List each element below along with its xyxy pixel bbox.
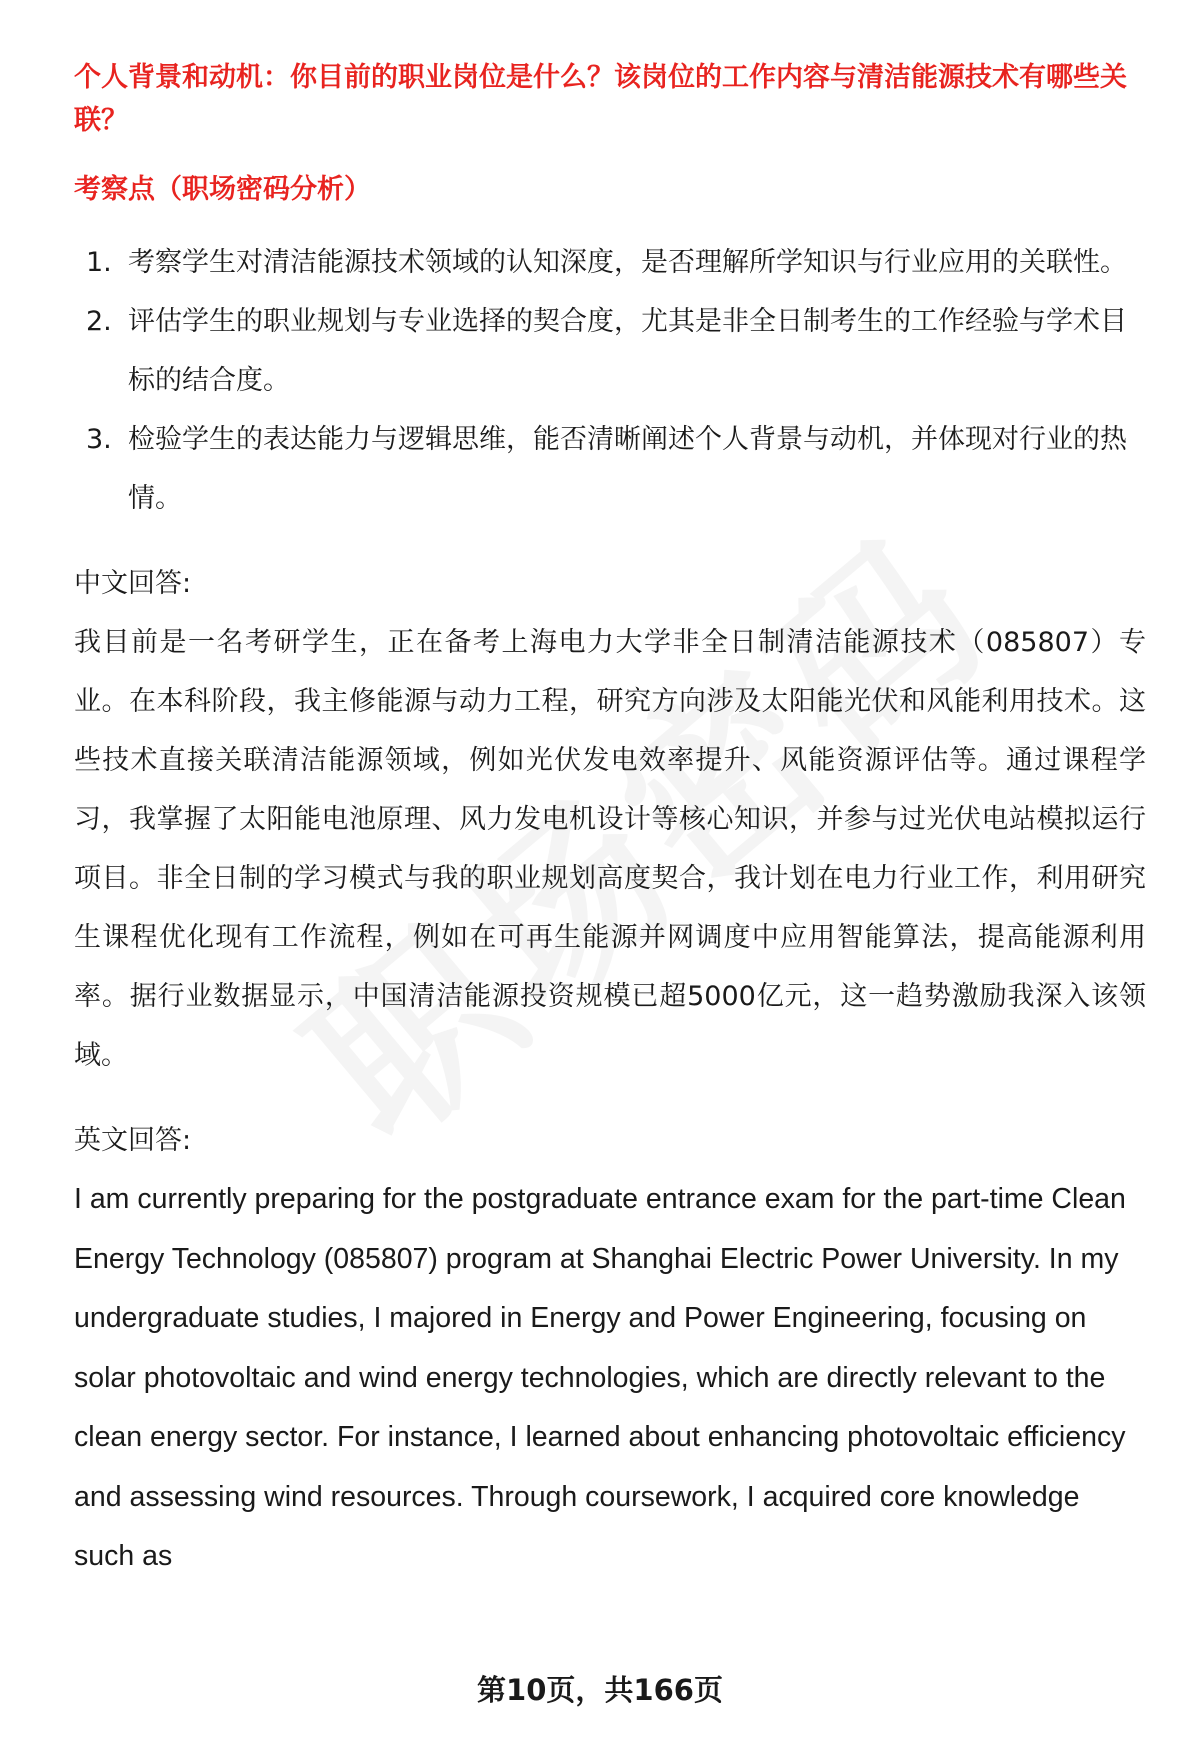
question-heading: 个人背景和动机：你目前的职业岗位是什么？该岗位的工作内容与清洁能源技术有哪些关联？: [74, 62, 1127, 136]
english-answer-label: 英文回答:: [74, 1125, 192, 1156]
chinese-answer-text: 我目前是一名考研学生，正在备考上海电力大学非全日制清洁能源技术（085807）专业。在本科阶段，我主修能源与动力工程，研究方向涉及太阳能光伏和风能利用技术。这些技术直接关联清洁能源领域，例如光伏发电效率提升、风能资源评估等。通过课程学习，我掌握了太阳能电池原理、风力发电机设计等核心知识，并参与过光伏电站模拟运行项目。非全日制的学习模式与我的职业规划高度契合，我计划在电力行业工作，利用研究生课程优化现有工作流程，例如在可再生能源并网调度中应用智能算法，提高能源利用率。据行业数据显示，中国清洁能源投资规模已超5000亿元，这一趋势激励我深入该领域。: [74, 627, 1146, 1071]
exam-point-item: [74, 292, 1146, 410]
exam-point-text: 考察学生对清洁能源技术领域的认知深度，是否理解所学知识与行业应用的关联性。: [128, 247, 1127, 278]
page-number-footer: 第10页，共166页: [477, 1673, 723, 1707]
exam-point-text: 评估学生的职业规划与专业选择的契合度，尤其是非全日制考生的工作经验与学术目标的结合度。: [128, 306, 1127, 396]
exam-point-number: 3.: [86, 424, 112, 455]
english-answer-text: I am currently preparing for the postgraduate entrance exam for the part-time Clean Energy Technology (085807) program at Shanghai Electric Power University. In my undergraduate studies, I majored in Energy and Power Engineering, focusing on solar photovoltaic and wind energy technologies, which are directly relevant to the clean energy sector. For instance, I learned about enhancing photovoltaic efficiency and assessing wind resources. Through coursework, I acquired core knowledge such as: [74, 1183, 1126, 1572]
exam-points-heading: 考察点（职场密码分析）: [74, 174, 371, 205]
page-content: [74, 56, 1146, 1587]
exam-point-number: 2.: [86, 306, 112, 337]
chinese-answer-label: 中文回答:: [74, 568, 192, 599]
exam-points-list: [74, 233, 1146, 528]
exam-point-text: 检验学生的表达能力与逻辑思维，能否清晰阐述个人背景与动机，并体现对行业的热情。: [128, 424, 1127, 514]
exam-point-item: [74, 410, 1146, 528]
exam-point-item: [74, 233, 1146, 292]
exam-point-number: 1.: [86, 247, 112, 278]
